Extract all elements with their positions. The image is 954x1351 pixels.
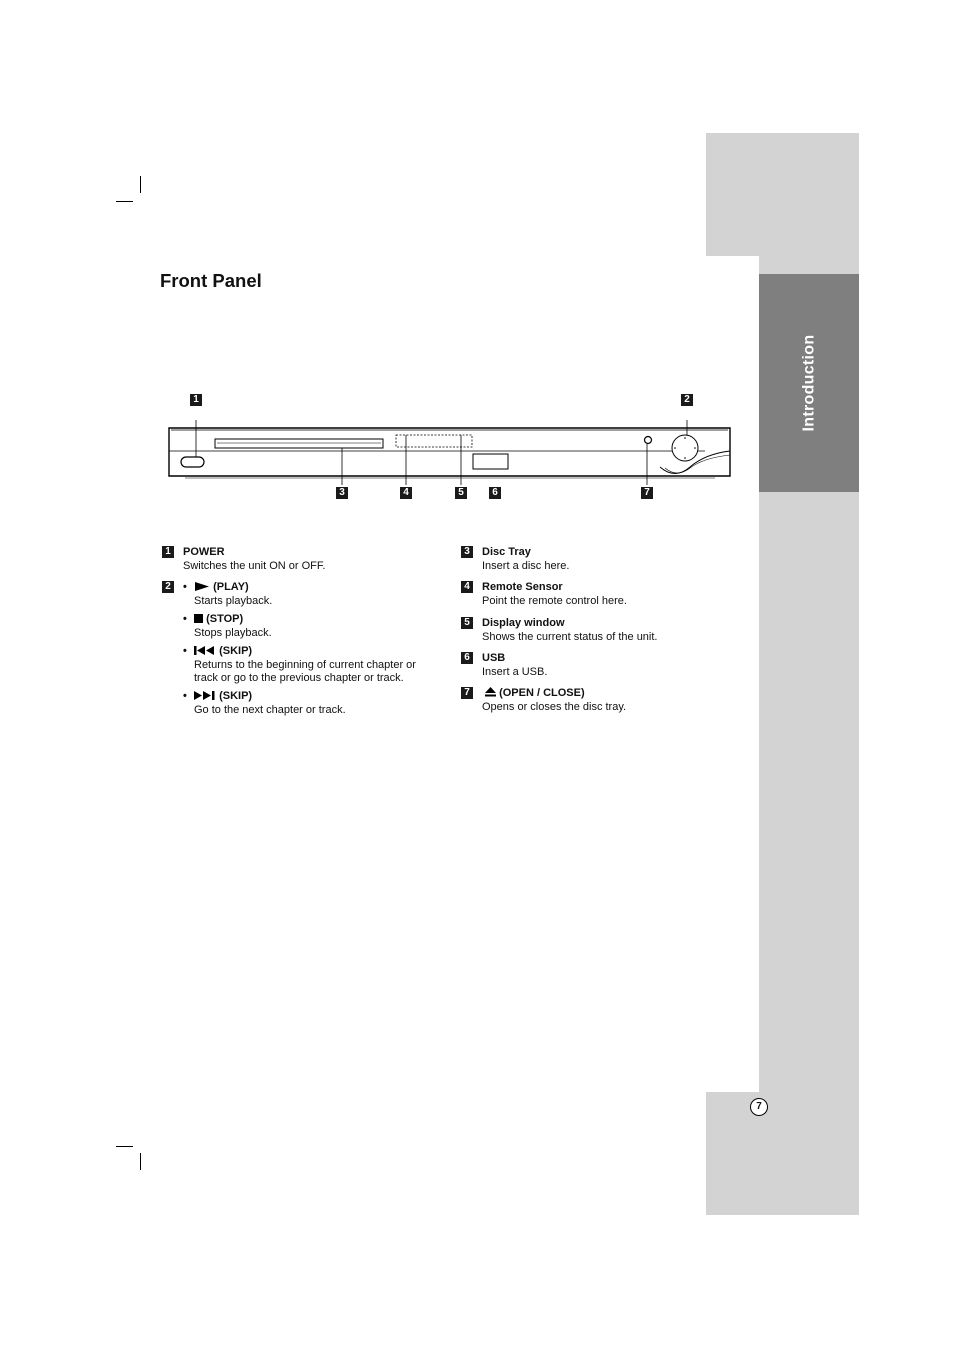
item-number: 3 (461, 546, 473, 558)
item-number: 6 (461, 652, 473, 664)
side-tab-bottom (706, 1092, 859, 1215)
crop-mark (116, 201, 133, 202)
item-heading: Display window (482, 617, 565, 629)
bullet-description: Go to the next chapter or track. (194, 703, 346, 716)
skip-forward-icon (194, 691, 216, 700)
item-heading: Remote Sensor (482, 581, 563, 593)
item-number: 5 (461, 617, 473, 629)
item-description: Insert a USB. (482, 665, 548, 678)
item-number: 1 (162, 546, 174, 558)
bullet-dot: • (183, 690, 187, 702)
item-usb (461, 652, 701, 679)
bullet-dot: • (183, 581, 187, 593)
play-icon (194, 582, 210, 591)
dial-mark-icon (684, 457, 686, 459)
section-tab-label-box (759, 274, 859, 492)
skip-back-icon (194, 646, 216, 655)
item-heading: Disc Tray (482, 546, 531, 558)
crop-mark (116, 1146, 133, 1147)
bullet-description: Returns to the beginning of current chapter or track or go to the previous chapter or track. (194, 658, 416, 685)
disc-tray-shape (215, 439, 383, 448)
item-description: Shows the current status of the unit. (482, 630, 658, 643)
callout-6: 6 (489, 487, 501, 499)
bullet-dot: • (183, 613, 187, 625)
item-heading: USB (482, 652, 506, 664)
item-description: Insert a disc here. (482, 559, 570, 572)
eject-button-shape (645, 437, 652, 444)
dial-mark-icon (684, 437, 686, 439)
bullet-label: (SKIP) (219, 690, 253, 702)
item-power (162, 546, 432, 573)
side-tab-top (706, 133, 859, 256)
item-description: Point the remote control here. (482, 594, 627, 607)
bullet-label: (STOP) (206, 613, 244, 625)
crop-mark (140, 1153, 141, 1170)
crop-mark (140, 176, 141, 193)
item-number: 7 (461, 687, 473, 699)
dial-mark-icon (694, 447, 696, 449)
callout-7: 7 (641, 487, 653, 499)
item-number: 4 (461, 581, 473, 593)
dial-mark-icon (674, 447, 676, 449)
bullet-description: Starts playback. (194, 594, 273, 607)
page-number: 7 (750, 1098, 768, 1116)
callout-4: 4 (400, 487, 412, 499)
item-disc-tray (461, 546, 701, 573)
item-open-close (461, 687, 701, 714)
stop-icon (194, 614, 203, 623)
callout-5: 5 (455, 487, 467, 499)
item-heading: (OPEN / CLOSE) (499, 687, 585, 699)
usb-port-shape (473, 454, 508, 469)
item-heading: POWER (183, 546, 225, 558)
bullet-description: Stops playback. (194, 626, 272, 639)
front-panel-diagram (160, 420, 740, 485)
item-description: Switches the unit ON or OFF. (183, 559, 326, 572)
callout-2: 2 (681, 394, 693, 406)
bullet-label: (PLAY) (213, 581, 249, 593)
item-description: Opens or closes the disc tray. (482, 700, 627, 713)
control-dial-shape (672, 435, 698, 461)
page-title: Front Panel (160, 270, 262, 291)
callout-3: 3 (336, 487, 348, 499)
item-number: 2 (162, 581, 174, 593)
callout-1: 1 (190, 394, 202, 406)
section-tab-label: Introduction (799, 334, 817, 432)
eject-icon (485, 687, 496, 697)
item-remote-sensor (461, 581, 701, 608)
bullet-dot: • (183, 645, 187, 657)
item-display-window (461, 617, 701, 644)
bullet-label: (SKIP) (219, 645, 253, 657)
power-button-shape (181, 457, 204, 467)
